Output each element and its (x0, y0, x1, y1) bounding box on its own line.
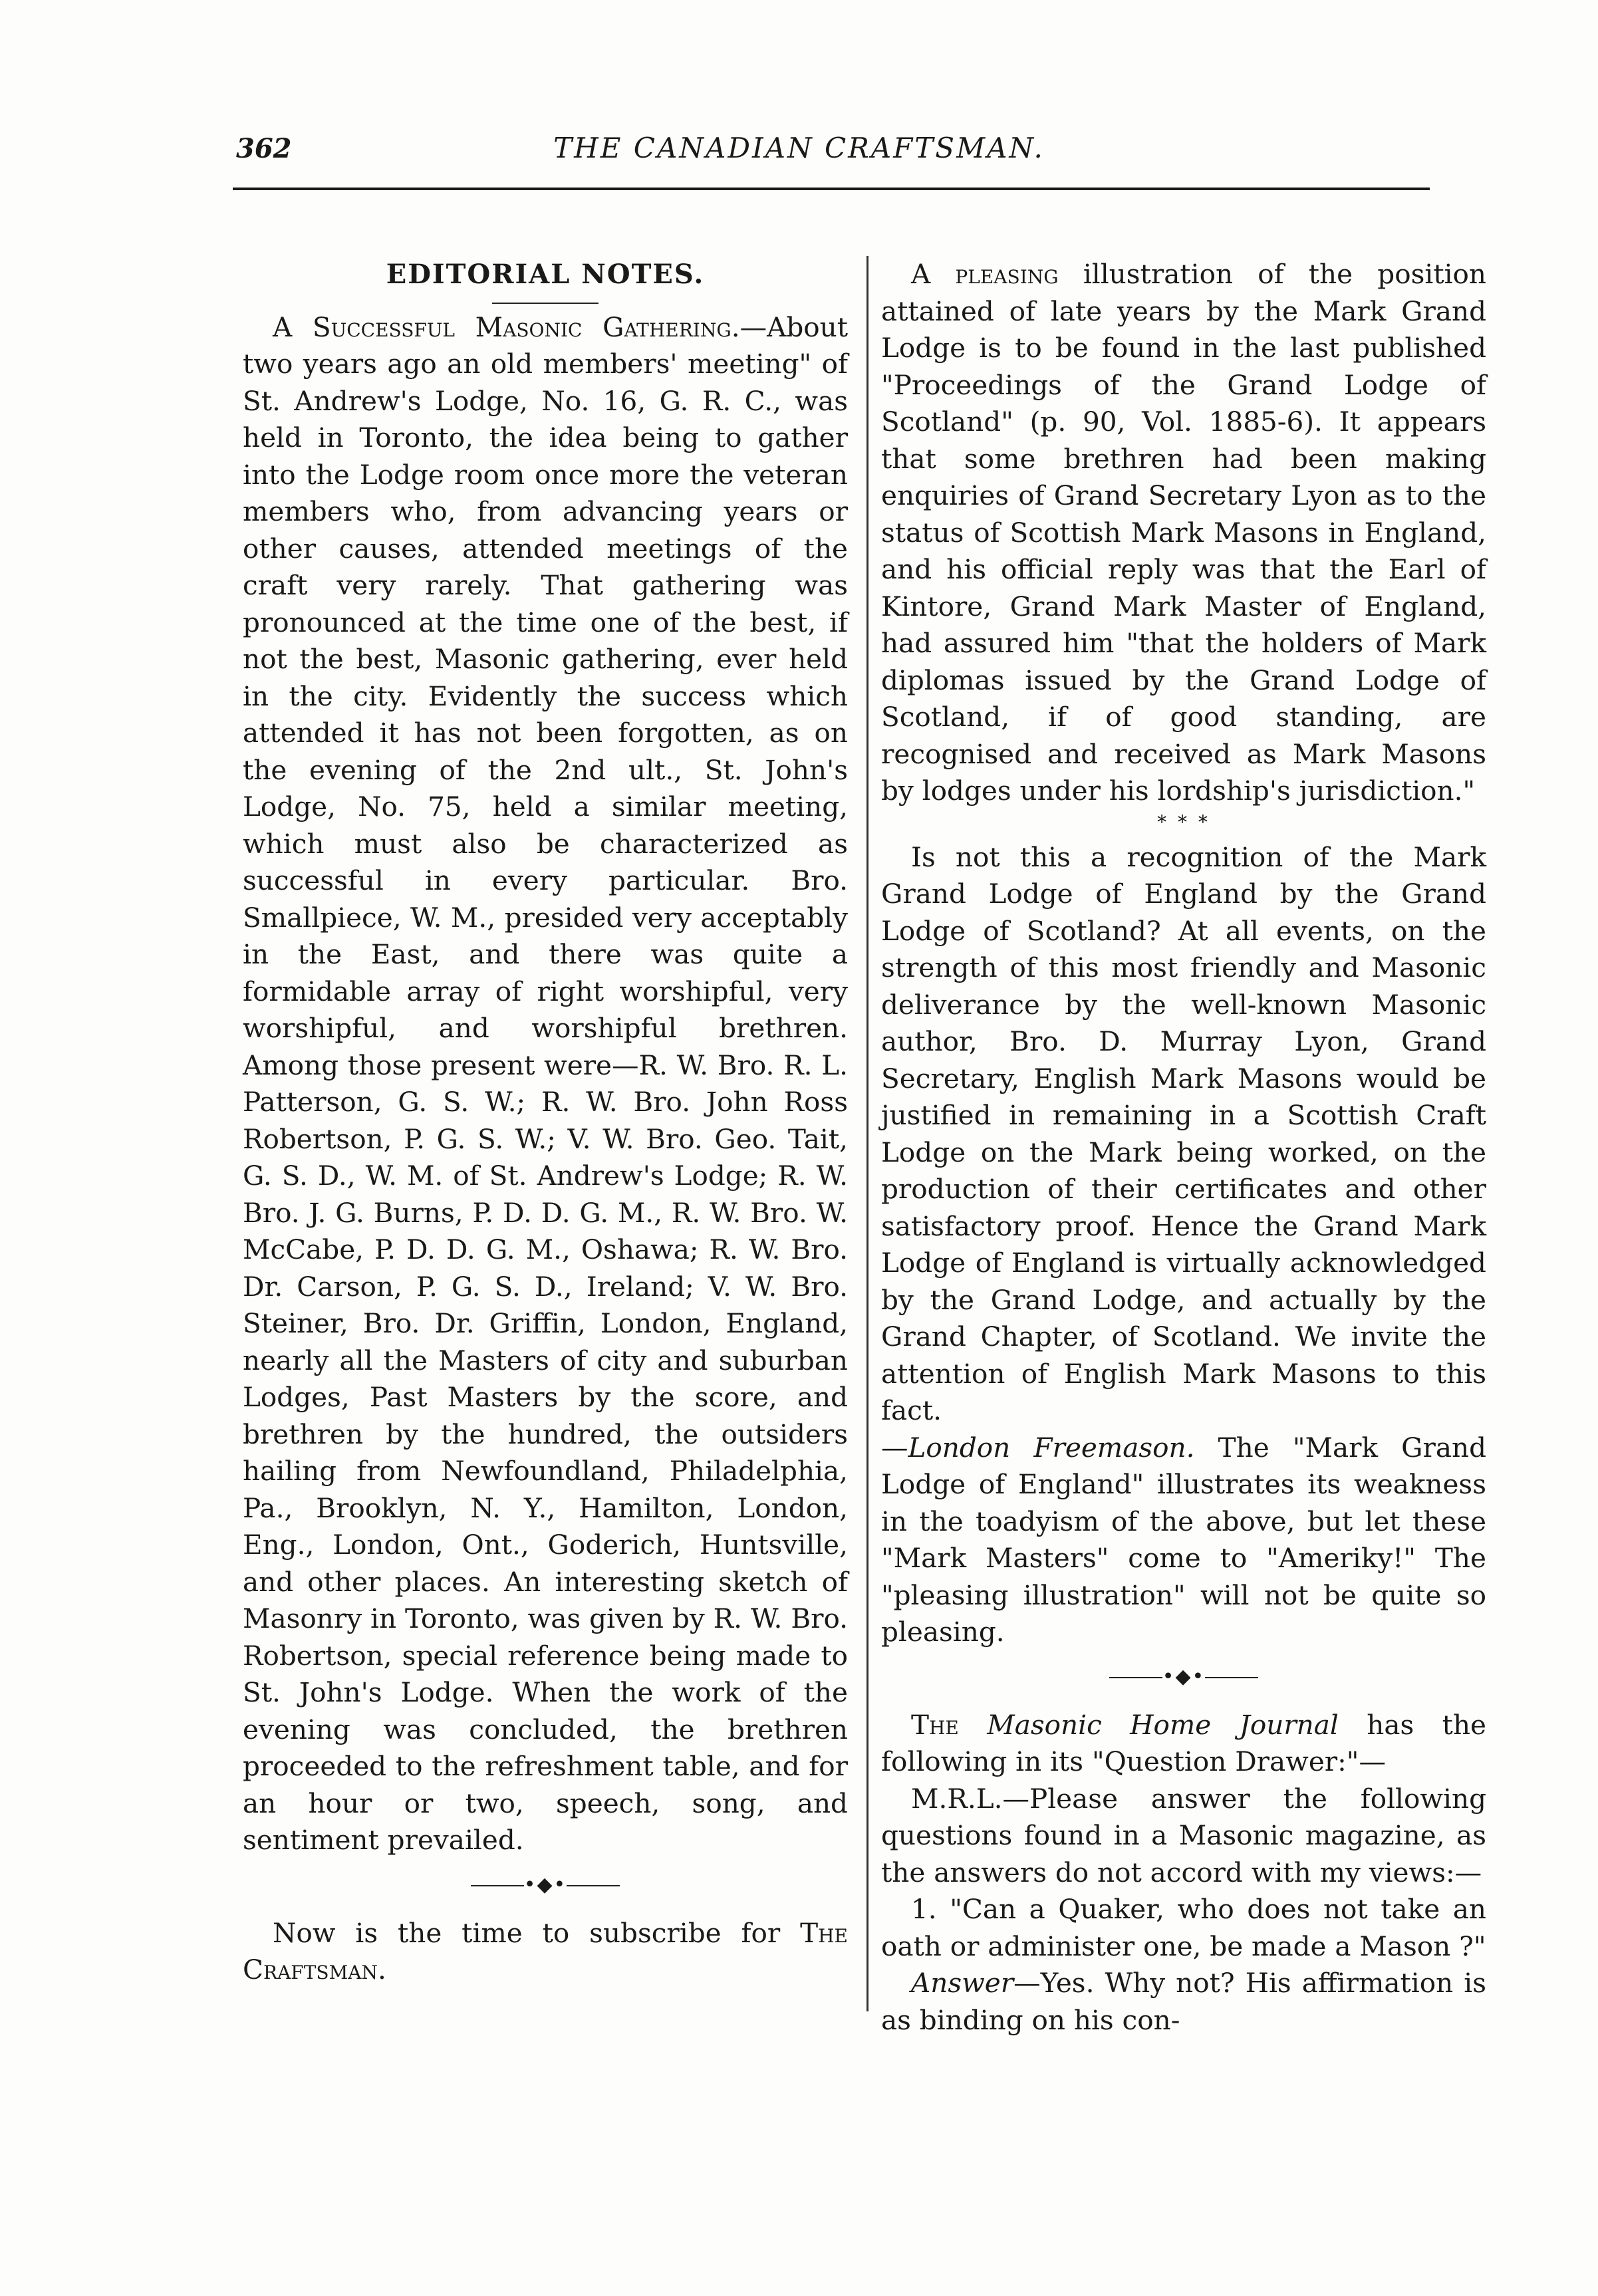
freemason-source: —London Freemason. (881, 1431, 1195, 1464)
section-ornament: •◆• (243, 1875, 848, 1895)
article-body: —About two years ago an old members' meeting" of St. Andrew's Lodge, No. 16, G. R. C., was held in Toronto, the idea being to gather into the Lodge room once more the veteran members who, from advancing years or other causes, attended meetings of the craft very rarely. That gathering was pronounced at the time one of the best, if not the best, Masonic gathering, ever held in the city. Evidently the success which attended it has not been forgotten, as on the evening of the 2nd ult., St. John's Lodge, No. 75, held a similar meeting, which must also be characterized as successful in every particular. Bro. Smallpiece, W. M., presided very acceptably in the East, and there was quite a formidable array of right worshipful, very worshipful, and worshipful brethren. Among those present were—R. W. Bro. R. L. Patterson, G. S. W.; R. W. Bro. John Ross Robertson, P. G. S. W.; V. W. Bro. Geo. Tait, G. S. D., W. M. of St. Andrew's Lodge; R. W. Bro. J. G. Burns, P. D. D. G. M., R. W. Bro. W. McCabe, P. D. D. G. M., Oshawa; R. W. Bro. Dr. Carson, P. G. S. D., Ireland; V. W. Bro. Steiner, Bro. Dr. Griffin, London, England, nearly all the Masters of city and suburban Lodges, Past Masters by the score, and brethren by the hundred, the outsiders hailing from Newfoundland, Philadelphia, Pa., Brooklyn, N. Y., Hamilton, London, Eng., London, Ont., Goderich, Huntsville, and other places. An interesting sketch of Masonry in Toronto, was given by R. W. Bro. Robertson, special reference being made to St. John's Lodge. When the work of the evening was concluded, the brethren proceeded to the refreshment table, and for an hour or two, speech, song, and sentiment prevailed. (243, 311, 848, 1856)
running-title: THE CANADIAN CRAFTSMAN. (553, 132, 1045, 164)
article-successful-gathering (243, 309, 848, 1859)
subscribe-lead: Now is the time to subscribe for (273, 1916, 781, 1949)
craftsman-title: The Craftsman. (243, 1916, 848, 1985)
recognition-comment: The "Mark Grand Lodge of England" illustrates its weakness in the toadyism of the above, but let these "Mark Masters" come to "Ameriky!" The "pleasing illustration" will not be quite so pleasing. (881, 1431, 1487, 1648)
heading-rule (492, 303, 599, 304)
recognition-body: Is not this a recognition of the Mark Grand Lodge of England by the Grand Lodge of Scotland? At all events, on the strength of this most friendly and Masonic deliverance by the well-known Masonic author, Bro. D. Murray Lyon, Grand Secretary, English Mark Masons would be justified in remaining in a Scottish Craft Lodge on the Mark being worked, on the production of their certificates and other satisfactory proof. Hence the Grand Mark Lodge of England is virtually acknowledged by the Grand Lodge, and actually by the Grand Chapter, of Scotland. We invite the attention of English Mark Masons to this fact. (881, 840, 1486, 1426)
subscribe-notice (243, 1915, 848, 1989)
journal-title: Masonic Home Journal (987, 1708, 1339, 1741)
article-title: A Successful Masonic Gathering. (273, 311, 740, 343)
question-drawer-intro (881, 1707, 1486, 1781)
editorial-heading: EDITORIAL NOTES. (386, 259, 705, 290)
question-one: 1. "Can a Quaker, who does not take an oath or administer one, be made a Mason ?" (881, 1893, 1486, 1962)
asterism: * * * (1157, 811, 1210, 833)
recognition-note (881, 839, 1486, 1651)
header-rule (233, 188, 1430, 190)
section-ornament-right: •◆• (881, 1667, 1486, 1687)
left-column (243, 256, 848, 1989)
answer-label: Answer (911, 1967, 1014, 1999)
mrl-question: M.R.L.—Please answer the following questions found in a Masonic magazine, as the answers do not accord with my views:— (881, 1782, 1486, 1888)
page-number: 362 (236, 133, 292, 164)
intro-body: has the following in its "Question Drawer:"— (881, 1708, 1486, 1777)
note-lead: A pleasing (911, 258, 1059, 290)
right-column (881, 256, 1486, 2039)
intro-lead: The (911, 1708, 959, 1741)
column-divider (866, 256, 868, 2011)
answer-body: —Yes. Why not? His affirmation is as binding on his con- (881, 1967, 1486, 2036)
answer-one (881, 1965, 1486, 2039)
note-body: illustration of the position attained of late years by the Mark Grand Lodge is to be found in the last published "Proceedings of the Grand Lodge of Scotland" (p. 90, Vol. 1885-6). It appears that some brethren had been making enquiries of Grand Secretary Lyon as to the status of Scottish Mark Masons in England, and his official reply was that the Earl of Kintore, Grand Mark Master of England, had assured him "that the holders of Mark diplomas issued by the Grand Lodge of Scotland, if of good standing, are recognised and received as Mark Masons by lodges under his lordship's jurisdiction." (881, 258, 1487, 807)
mark-grand-lodge-note (881, 256, 1486, 810)
